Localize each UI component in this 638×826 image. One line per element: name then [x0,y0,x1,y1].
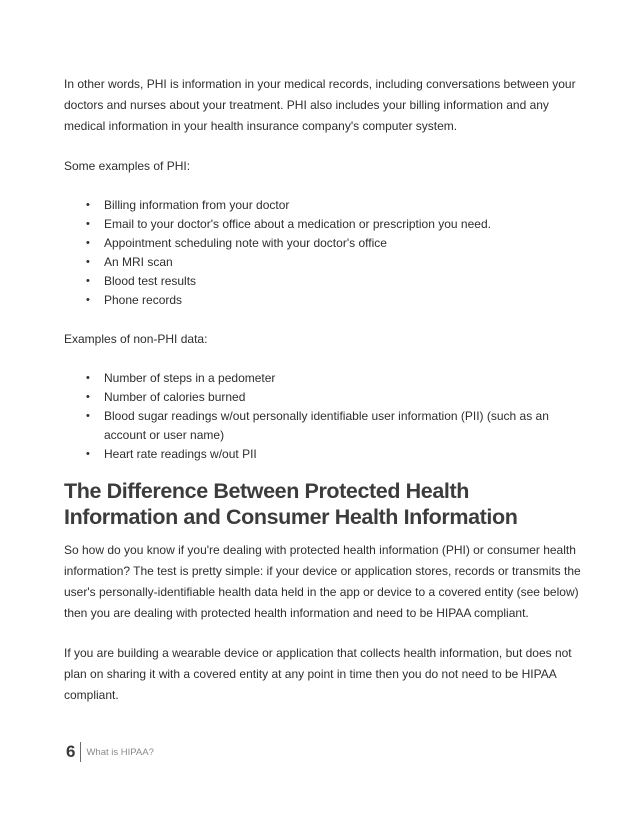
bullet-icon: • [86,391,90,403]
list-item-text: Email to your doctor's office about a medication or prescription you need. [104,217,491,231]
phi-examples-heading: Some examples of PHI: [64,159,191,173]
non-phi-examples-list [64,369,584,464]
list-item [64,272,584,291]
list-item [64,369,584,388]
bullet-icon: • [86,199,90,211]
bullet-icon: • [86,448,90,460]
list-item-text: Billing information from your doctor [104,198,290,212]
bullet-icon: • [86,237,90,249]
list-item-text: Blood test results [104,274,197,288]
list-item-text: Number of calories burned [104,390,246,404]
list-item-text: Appointment scheduling note with your doctor's office [104,236,387,250]
list-item-text: Blood sugar readings w/out personally identifiable user information (PII) (such as an account or user name) [104,409,549,442]
list-item [64,234,584,253]
list-item-text: Heart rate readings w/out PII [104,447,257,461]
list-item [64,253,584,272]
phi-examples-list [64,196,584,310]
section-paragraph: If you are building a wearable device or application that collects health information, but does not plan on sharing it with a covered entity at any point in time then you do not need to be HIPAA compliant. [64,646,572,702]
bullet-icon: • [86,294,90,306]
section-heading: The Difference Between Protected Health Information and Consumer Health Information [64,479,518,529]
list-item [64,445,584,464]
bullet-icon: • [86,256,90,268]
non-phi-heading: Examples of non-PHI data: [64,332,208,346]
list-item-text: Number of steps in a pedometer [104,371,276,385]
bullet-icon: • [86,372,90,384]
page-content [64,74,584,706]
list-item-text: An MRI scan [104,255,173,269]
list-item [64,388,584,407]
bullet-icon: • [86,275,90,287]
list-item-text: Phone records [104,293,183,307]
bullet-icon: • [86,410,90,422]
section-paragraph: So how do you know if you're dealing with protected health information (PHI) or consumer health information? The test is pretty simple: if your device or application stores, records or transmits the user's personally-identifiable health data held in the app or device to a covered entity (see below) then you are dealing with protected health information and need to be HIPAA compliant. [64,543,581,620]
list-item [64,196,584,215]
list-item [64,407,584,445]
footer-divider [80,742,81,762]
list-item [64,291,584,310]
footer-title: What is HIPAA? [86,746,154,758]
page-footer [66,740,154,764]
intro-paragraph: In other words, PHI is information in your medical records, including conversations between your doctors and nurses about your treatment. PHI also includes your billing information and any medical information in your health insurance company's computer system. [64,77,576,133]
list-item [64,215,584,234]
bullet-icon: • [86,218,90,230]
page-number: 6 [66,742,76,761]
